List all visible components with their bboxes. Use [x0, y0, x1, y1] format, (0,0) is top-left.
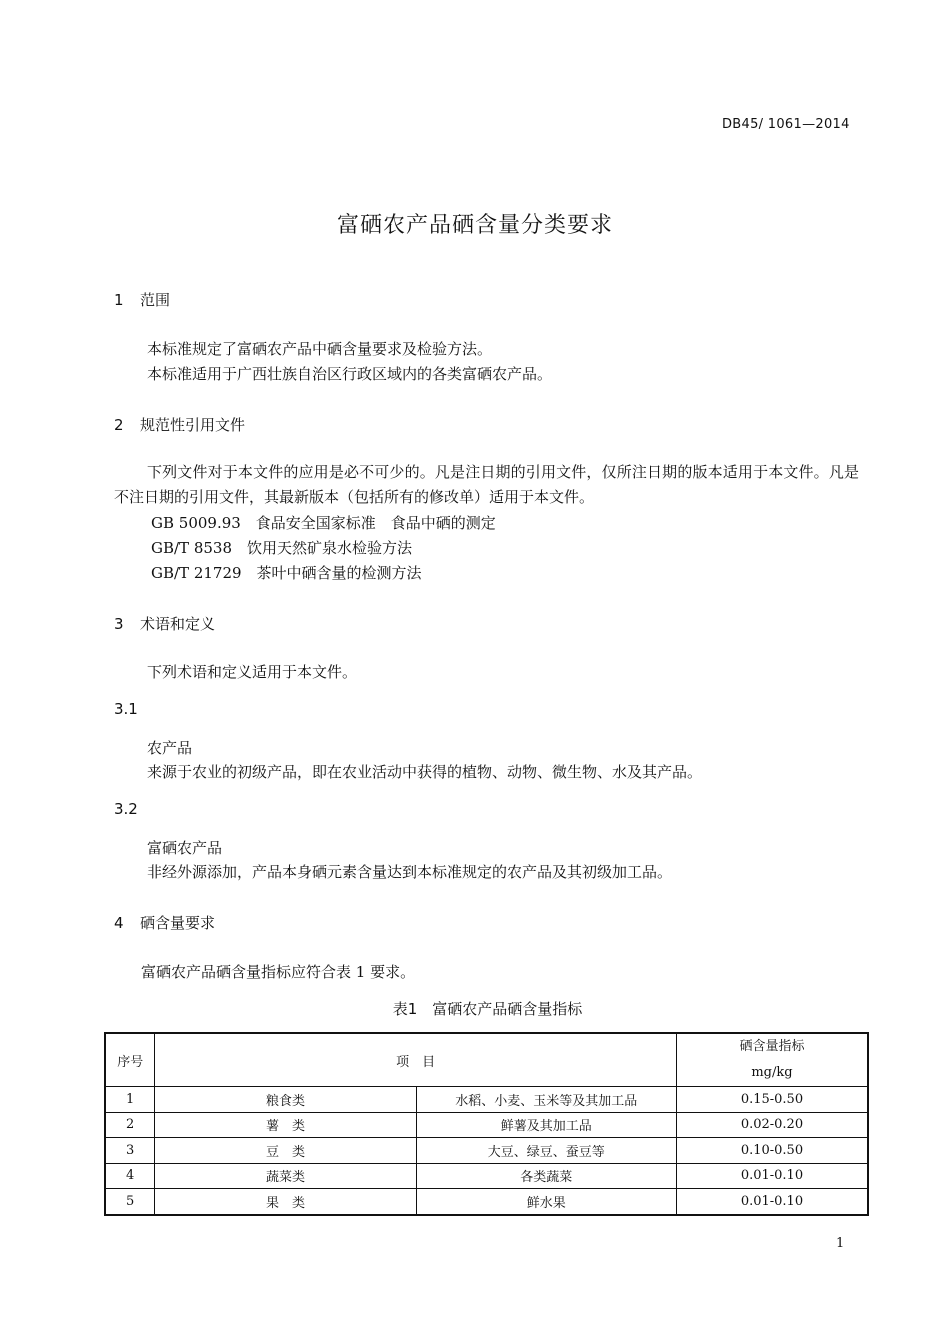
header-item: 项 目	[155, 1033, 677, 1087]
cell-value: 0.01-0.10	[676, 1189, 868, 1215]
header-index-unit: mg/kg	[751, 1065, 793, 1080]
cell-category: 蔬菜类	[155, 1163, 416, 1189]
section-heading-3	[114, 613, 215, 634]
section-heading-2	[114, 414, 245, 435]
term-name: 农产品	[147, 739, 193, 757]
section-number: 3	[114, 615, 124, 633]
term-definition: 非经外源添加，产品本身硒元素含量达到本标准规定的农产品及其初级加工品。	[147, 863, 673, 881]
cell-seq: 5	[105, 1189, 155, 1215]
section-number: 4	[114, 914, 124, 932]
table-row	[105, 1163, 868, 1189]
table-caption: 表1 富硒农产品硒含量指标	[392, 1000, 583, 1018]
header-index	[676, 1033, 868, 1087]
table-row	[105, 1087, 868, 1113]
table-row	[105, 1138, 868, 1164]
cell-category: 豆 类	[155, 1138, 416, 1164]
table-header-row	[105, 1033, 868, 1087]
term-name: 富硒农产品	[147, 839, 223, 857]
cell-product: 各类蔬菜	[416, 1163, 676, 1189]
section-title: 术语和定义	[140, 615, 216, 633]
section-heading-4	[114, 912, 215, 933]
section-title: 硒含量要求	[140, 914, 216, 932]
section-title: 规范性引用文件	[140, 416, 246, 434]
table-row	[105, 1189, 868, 1215]
section-number: 1	[114, 291, 124, 309]
cell-value: 0.01-0.10	[676, 1163, 868, 1189]
cell-category: 薯 类	[155, 1112, 416, 1138]
page-title: 富硒农产品硒含量分类要求	[336, 213, 613, 238]
header-seq: 序号	[105, 1033, 155, 1087]
clause-number: 3.2	[114, 800, 138, 818]
paragraph: 本标准适用于广西壮族自治区行政区域内的各类富硒农产品。	[147, 365, 553, 383]
cell-seq: 1	[105, 1087, 155, 1113]
cell-seq: 2	[105, 1112, 155, 1138]
selenium-content-table	[104, 1032, 869, 1216]
clause-number: 3.1	[114, 700, 138, 718]
cell-product: 水稻、小麦、玉米等及其加工品	[416, 1087, 676, 1113]
term-definition: 来源于农业的初级产品，即在农业活动中获得的植物、动物、微生物、水及其产品。	[147, 763, 703, 781]
cell-seq: 3	[105, 1138, 155, 1164]
section-title: 范围	[140, 291, 171, 309]
section-number: 2	[114, 416, 124, 434]
reference-item: GB/T 21729 茶叶中硒含量的检测方法	[151, 564, 422, 582]
header-index-label: 硒含量指标	[739, 1039, 805, 1054]
page-number: 1	[836, 1236, 845, 1251]
paragraph: 富硒农产品硒含量指标应符合表 1 要求。	[141, 963, 416, 981]
cell-category: 果 类	[155, 1189, 416, 1215]
paragraph: 下列术语和定义适用于本文件。	[147, 663, 358, 681]
reference-item: GB 5009.93 食品安全国家标准 食品中硒的测定	[151, 514, 496, 532]
cell-value: 0.15-0.50	[676, 1087, 868, 1113]
section-heading-1	[114, 289, 170, 310]
paragraph: 下列文件对于本文件的应用是必不可少的。凡是注日期的引用文件，仅所注日期的版本适用于本文件。凡是不注日期的引用文件，其最新版本（包括所有的修改单）适用于本文件。	[114, 463, 859, 506]
paragraph: 本标准规定了富硒农产品中硒含量要求及检验方法。	[147, 340, 493, 358]
cell-seq: 4	[105, 1163, 155, 1189]
cell-category: 粮食类	[155, 1087, 416, 1113]
table-row	[105, 1112, 868, 1138]
reference-item: GB/T 8538 饮用天然矿泉水检验方法	[151, 539, 413, 557]
cell-value: 0.02-0.20	[676, 1112, 868, 1138]
cell-value: 0.10-0.50	[676, 1138, 868, 1164]
cell-product: 鲜薯及其加工品	[416, 1112, 676, 1138]
document-number: DB45/ 1061—2014	[722, 117, 850, 132]
cell-product: 大豆、绿豆、蚕豆等	[416, 1138, 676, 1164]
cell-product: 鲜水果	[416, 1189, 676, 1215]
